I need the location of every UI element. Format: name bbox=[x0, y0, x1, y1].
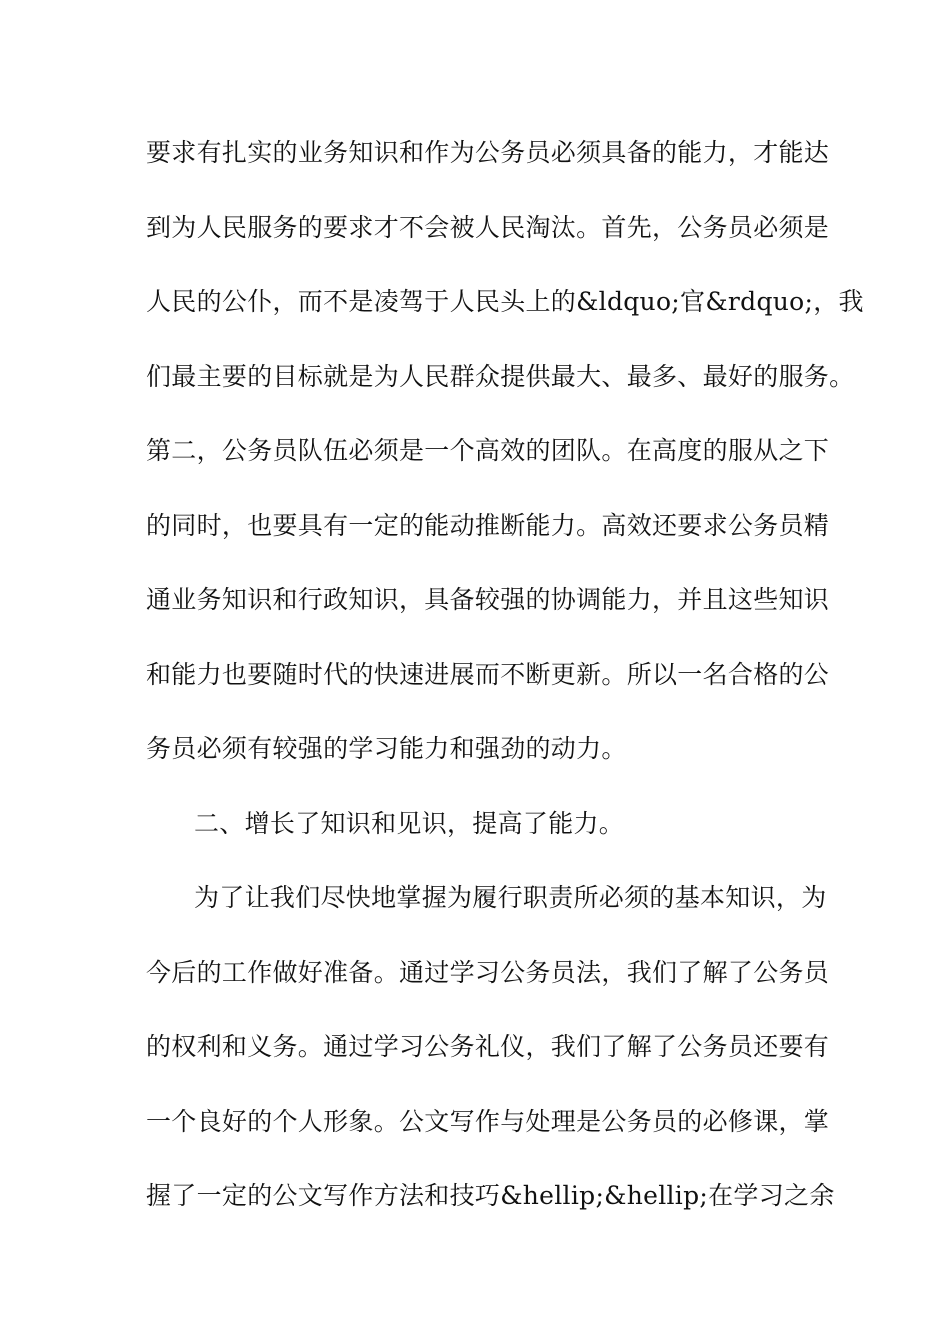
text-line: 和能力也要随时代的快速进展而不断更新。所以一名合格的公 bbox=[146, 659, 830, 689]
text-line: 务员必须有较强的学习能力和强劲的动力。 bbox=[146, 734, 627, 763]
text-line: 今后的工作做好准备。通过学习公务员法，我们了解了公务员 bbox=[146, 957, 830, 987]
text-line: 第二，公务员队伍必须是一个高效的团队。在高度的服从之下 bbox=[146, 436, 830, 465]
text-line: 们最主要的目标就是为人民群众提供最大、最多、最好的服务。 bbox=[146, 361, 855, 391]
text-line: 要求有扎实的业务知识和作为公务员必须具备的能力，才能达 bbox=[146, 138, 830, 167]
text-line: 人民的公仆，而不是凌驾于人民头上的&ldquo;官&rdquo;，我 bbox=[146, 287, 864, 316]
section-heading: 二、增长了知识和见识，提高了能力。 bbox=[194, 808, 625, 838]
text-line: 通业务知识和行政知识，具备较强的协调能力，并且这些知识 bbox=[146, 585, 830, 614]
document-body bbox=[146, 133, 864, 1251]
text-line: 握了一定的公文写作方法和技巧&hellip;&hellip;在学习之余 bbox=[146, 1181, 835, 1210]
paragraph-first-line: 为了让我们尽快地掌握为履行职责所必须的基本知识，为 bbox=[194, 883, 827, 912]
text-line: 的同时，也要具有一定的能动推断能力。高效还要求公务员精 bbox=[146, 510, 830, 540]
text-line: 一个良好的个人形象。公文写作与处理是公务员的必修课，掌 bbox=[146, 1106, 830, 1136]
text-line: 的权利和义务。通过学习公务礼仪，我们了解了公务员还要有 bbox=[146, 1032, 830, 1061]
text-line: 到为人民服务的要求才不会被人民淘汰。首先，公务员必须是 bbox=[146, 212, 830, 242]
